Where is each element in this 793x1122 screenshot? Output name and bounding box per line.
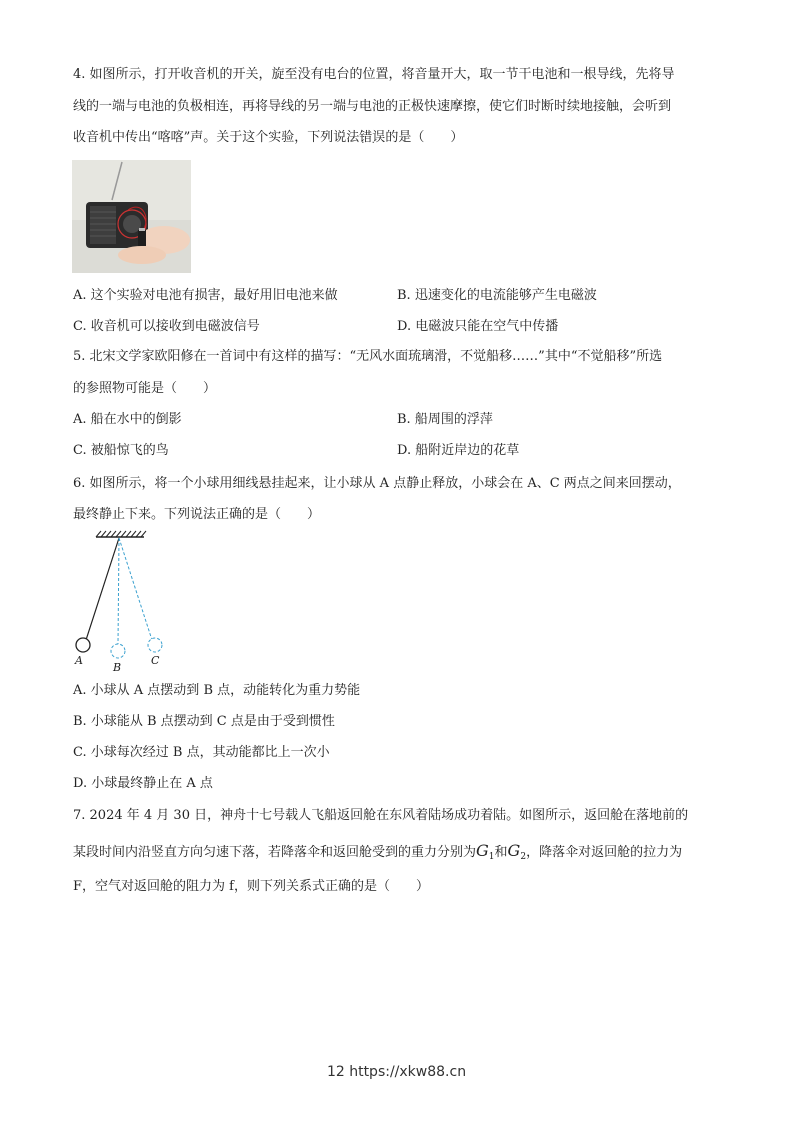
ceiling-hatching — [96, 531, 146, 537]
q6-stem-line-2: 最终静止下来。下列说法正确的是（ ） — [73, 507, 321, 522]
q5-option-d[interactable]: D. 船附近岸边的花草 — [397, 443, 520, 458]
q4-stem-line-3-post: 的是（ ） — [385, 130, 464, 145]
q7-stem-line-2-post: ，降落伞对返回舱的拉力为 — [526, 845, 683, 860]
ball-c — [148, 638, 162, 652]
q5-option-a[interactable]: A. 船在水中的倒影 — [73, 412, 182, 427]
q6-option-c[interactable]: C. 小球每次经过 B 点，其动能都比上一次小 — [73, 745, 330, 760]
q6-stem-line-1: 6. 如图所示，将一个小球用细线悬挂起来，让小球从 A 点静止释放，小球会在 A、C 两点之间来回摆动， — [73, 476, 681, 491]
string-to-c — [119, 538, 152, 640]
q4-option-a[interactable]: A. 这个实验对电池有损害，最好用旧电池来做 — [73, 288, 338, 303]
label-a: A — [75, 654, 83, 667]
page-footer: 12 https://xkw88.cn — [326, 1064, 467, 1080]
string-to-a — [86, 538, 119, 640]
q4-stem-line-1: 4. 如图所示，打开收音机的开关，旋至没有电台的位置，将音量开大，取一节干电池和一根导线，先将导 — [73, 67, 675, 82]
q7-stem-line-2 — [73, 841, 682, 867]
q7-stem-line-3: F，空气对返回舱的阻力为 f，则下列关系式正确的是（ ） — [73, 879, 429, 894]
q5-stem-line-1: 5. 北宋文学家欧阳修在一首词中有这样的描写：“无风水面琉璃滑，不觉船移……”其中“不觉船移”所选 — [73, 349, 663, 364]
q4-emphasis-word: 错误 ‧ ‧ — [359, 130, 385, 145]
q6-pendulum-figure — [68, 528, 168, 674]
q4-option-c[interactable]: C. 收音机可以接收到电磁波信号 — [73, 319, 260, 334]
q4-stem-line-2: 线的一端与电池的负极相连，再将导线的另一端与电池的正极快速摩擦，使它们时断时续地接触，会听到 — [73, 99, 672, 114]
q7-g2-subscript: 2 — [520, 852, 527, 862]
q6-option-a[interactable]: A. 小球从 A 点摆动到 B 点，动能转化为重力势能 — [73, 683, 361, 698]
q4-radio-photo — [72, 160, 191, 273]
q5-stem-line-2: 的参照物可能是（ ） — [73, 381, 217, 396]
q7-g2-symbol: G — [507, 841, 521, 860]
q5-option-c[interactable]: C. 被船惊飞的鸟 — [73, 443, 169, 458]
q7-g1-subscript: 1 — [488, 852, 495, 862]
q5-option-b[interactable]: B. 船周围的浮萍 — [397, 412, 493, 427]
q7-g1-symbol: G — [476, 841, 489, 860]
q4-option-b[interactable]: B. 迅速变化的电流能够产生电磁波 — [397, 288, 597, 303]
q4-stem-line-3-pre: 收音机中传出“喀喀”声。关于这个实验，下列说法 — [73, 130, 360, 145]
label-c: C — [151, 654, 160, 667]
ball-a — [76, 638, 90, 652]
q6-option-b[interactable]: B. 小球能从 B 点摆动到 C 点是由于受到惯性 — [73, 714, 335, 729]
q4-option-d[interactable]: D. 电磁波只能在空气中传播 — [397, 319, 559, 334]
q4-stem-line-3 — [73, 128, 463, 148]
label-b: B — [113, 661, 122, 674]
q6-option-d[interactable]: D. 小球最终静止在 A 点 — [73, 776, 213, 791]
q7-stem-line-2-mid: 和 — [494, 845, 508, 860]
ball-b — [111, 644, 125, 658]
string-to-b — [118, 538, 119, 644]
q7-stem-line-2-pre: 某段时间内沿竖直方向匀速下落，若降落伞和返回舱受到的重力分别为 — [73, 845, 477, 860]
q7-stem-line-1: 7. 2024 年 4 月 30 日，神舟十七号载人飞船返回舱在东风着陆场成功着陆。如图所示，返回舱在落地前的 — [73, 808, 689, 823]
